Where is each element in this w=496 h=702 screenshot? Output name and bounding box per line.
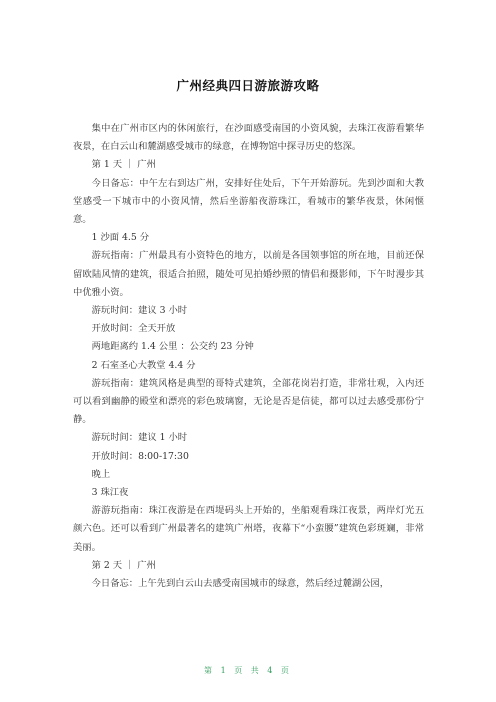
spot-heading: 3 珠江夜 [91, 487, 129, 499]
spot-heading: 2 石室圣心大教堂 4.4 分 [91, 359, 196, 371]
visit-duration: 游玩时间：建议 3 小时 [91, 305, 188, 317]
day-heading: 第 2 天 ｜ 广州 [91, 559, 156, 571]
spot-guide: 游游玩指南：珠江夜游是在西堤码头上开始的，坐船观看珠江夜景，两岸灯光五颜六色。还可以看到广州最著名的建筑广州塔，夜幕下“小蛮腰”建筑色彩斑斓，非常美丽。 [73, 505, 424, 553]
visit-duration: 游玩时间：建议 1 小时 [91, 432, 188, 444]
document-title: 广州经典四日游旅游攻略 [176, 78, 320, 93]
day-memo: 今日备忘：上午先到白云山去感受南国城市的绿意，然后经过麓湖公园， [91, 578, 390, 590]
document-body [73, 120, 424, 593]
intro-paragraph: 集中在广州市区内的休闲旅行，在沙面感受南国的小资风貌，去珠江夜游看繁华夜景，在白云山和麓湖感受城市的绿意，在博物馆中探寻历史的悠深。 [73, 123, 424, 153]
day-heading: 第 1 天 ｜ 广州 [91, 159, 156, 171]
day-memo: 今日备忘：中午左右到达广州，安排好住处后，下午开始游玩。先到沙面和大教堂感受一下城市中的小资风情，然后坐游船夜游珠江，看城市的繁华夜景，休闲惬意。 [73, 177, 424, 226]
distance-info: 两地距离约 1.4 公里 ：公交约 23 分钟 [91, 341, 254, 353]
spot-guide: 游玩指南：建筑风格是典型的哥特式建筑，全部花岗岩打造，非常壮观，入内还可以看到幽静的殿堂和漂亮的彩色玻璃窗，无论是否是信徒，都可以过去感受那份宁静。 [73, 377, 424, 426]
opening-hours: 开放时间：8:00-17:30 [91, 450, 189, 462]
spot-heading: 1 沙面 4.5 分 [91, 232, 150, 244]
spot-guide: 游玩指南：广州最具有小资特色的地方，以前是各国领事馆的所在地，目前还保留欧陆风情的建筑，很适合拍照，随处可见拍婚纱照的情侣和摄影师，下午时漫步其中优雅小资。 [73, 250, 424, 298]
page-footer: 第 1 页 共 4 页 [204, 666, 292, 675]
opening-hours: 开放时间：全天开放 [91, 323, 176, 335]
time-of-day-label: 晚上 [91, 468, 111, 480]
